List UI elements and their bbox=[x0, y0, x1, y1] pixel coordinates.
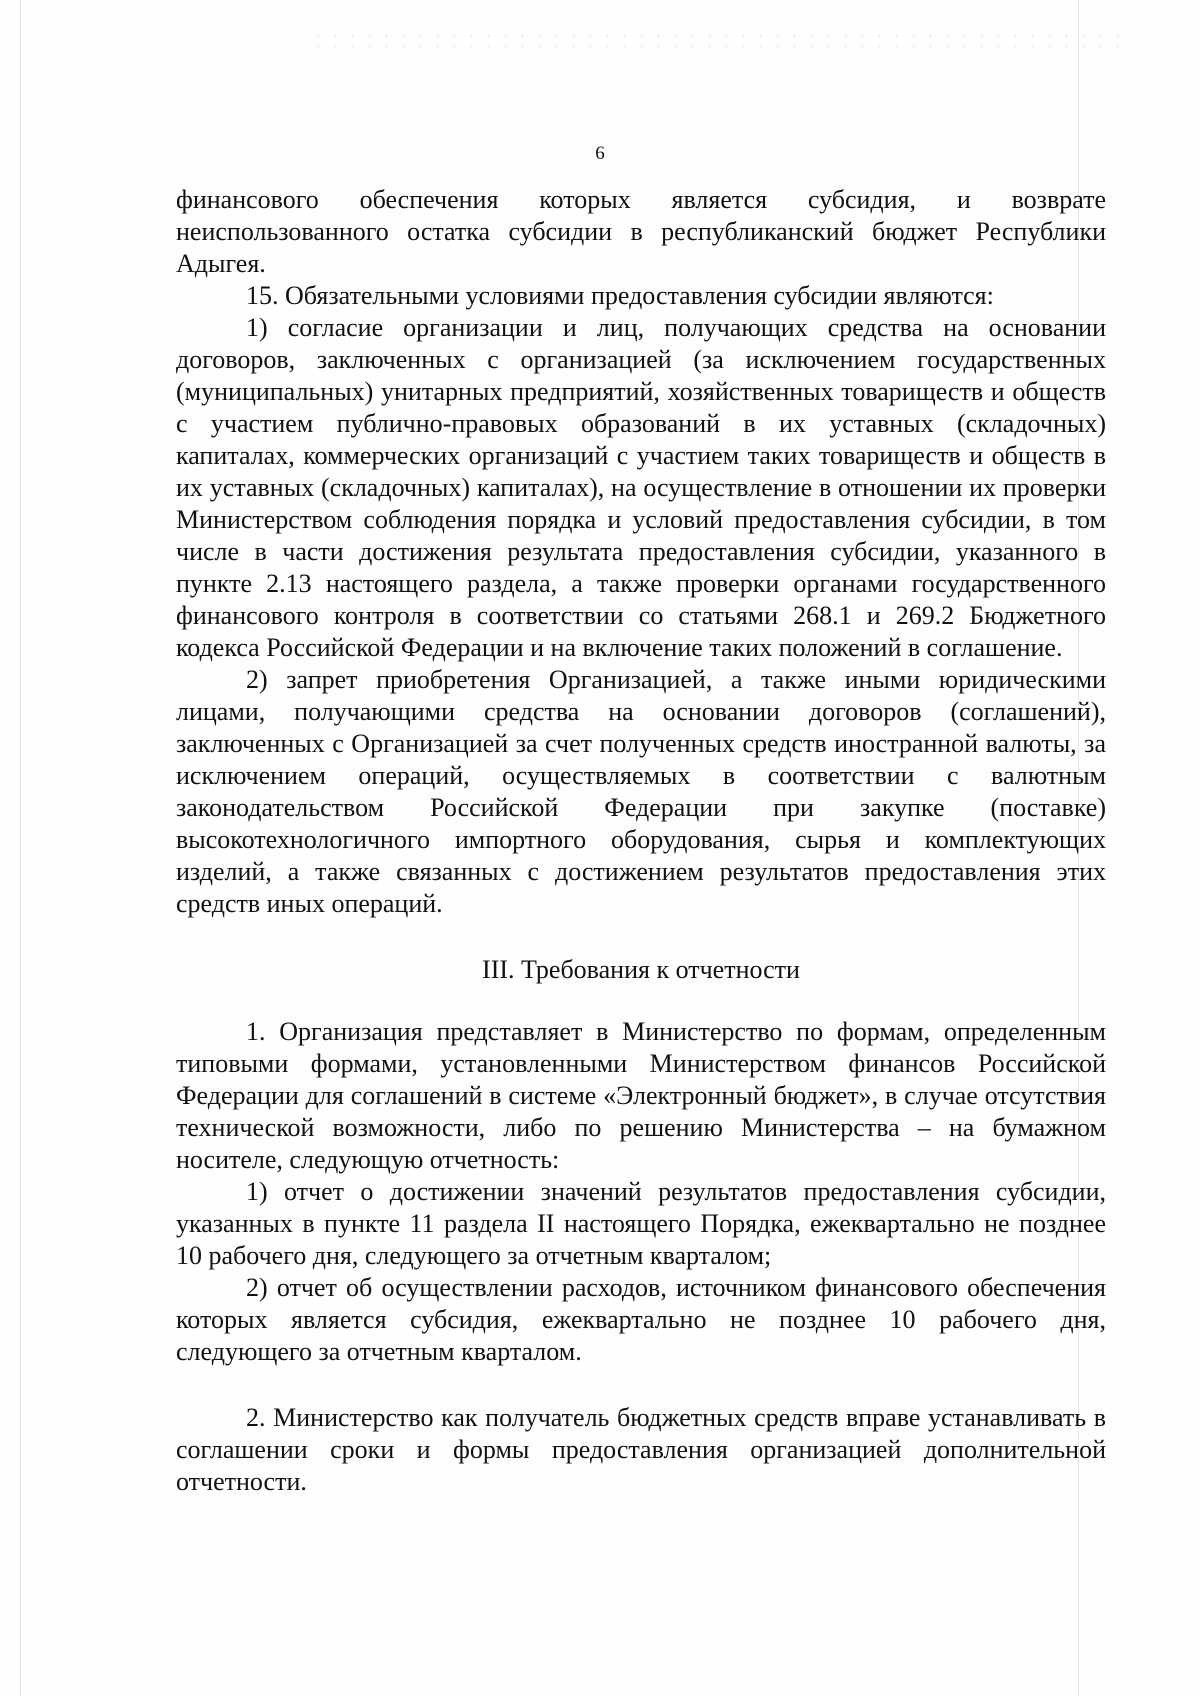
paragraph-condition-2: 2) запрет приобретения Организацией, а также иными юридическими лицами, получающими средства на основании договоров (соглашений), заключенных с Организацией за счет полученных средств иностранной валюты, за исключением операций, осуществляемых в соответствии с валютным законодательством Российской Федерации при закупке (поставке) высокотехнологичного импортного оборудования, сырья и комплектующих изделий, а также связанных с достижением результатов предоставления этих средств иных операций. bbox=[176, 665, 1106, 918]
section-paragraph-1-sub-1: 1) отчет о достижении значений результатов предоставления субсидии, указанных в пункте 11 раздела II настоящего Порядка, ежеквартально не позднее 10 рабочего дня, следующего за отчетным кварталом; bbox=[176, 1177, 1106, 1270]
page-number: 6 bbox=[595, 143, 605, 164]
scan-noise bbox=[310, 30, 1130, 50]
paragraph-item-15: 15. Обязательными условиями предоставления субсидии являются: bbox=[246, 281, 994, 310]
document-body bbox=[176, 184, 1106, 1498]
paragraph-continuation: финансового обеспечения которых является субсидия, и возврате неиспользованного остатка субсидии в республиканский бюджет Республики Адыгея. bbox=[176, 185, 1106, 278]
section-paragraph-1-sub-2: 2) отчет об осуществлении расходов, источником финансового обеспечения которых является субсидия, ежеквартально не позднее 10 рабочего дня, следующего за отчетным кварталом. bbox=[176, 1273, 1106, 1366]
section-heading: III. Требования к отчетности bbox=[482, 955, 800, 984]
scan-artifact-line bbox=[20, 0, 21, 1696]
paragraph-gap bbox=[176, 1368, 1106, 1402]
paragraph-condition-1: 1) согласие организации и лиц, получающих средства на основании договоров, заключенных с организацией (за исключением государственных (муниципальных) унитарных предприятий, хозяйственных товариществ и обществ с участием публично-правовых образований в их уставных (складочных) капиталах, коммерческих организаций с участием таких товариществ и обществ в их уставных (складочных) капиталах), на осуществление в отношении их проверки Министерством соблюдения порядка и условий предоставления субсидии, в том числе в части достижения результата предоставления субсидии, указанного в пункте 2.13 настоящего раздела, а также проверки органами государственного финансового контроля в соответствии со статьями 268.1 и 269.2 Бюджетного кодекса Российской Федерации и на включение таких положений в соглашение. bbox=[176, 313, 1106, 662]
section-paragraph-2: 2. Министерство как получатель бюджетных средств вправе устанавливать в соглашении сроки и формы предоставления организацией дополнительной отчетности. bbox=[176, 1403, 1106, 1496]
section-paragraph-1: 1. Организация представляет в Министерство по формам, определенным типовыми формами, установленными Министерством финансов Российской Федерации для соглашений в системе «Электронный бюджет», в случае отсутствия технической возможности, либо по решению Министерства – на бумажном носителе, следующую отчетность: bbox=[176, 1017, 1106, 1174]
